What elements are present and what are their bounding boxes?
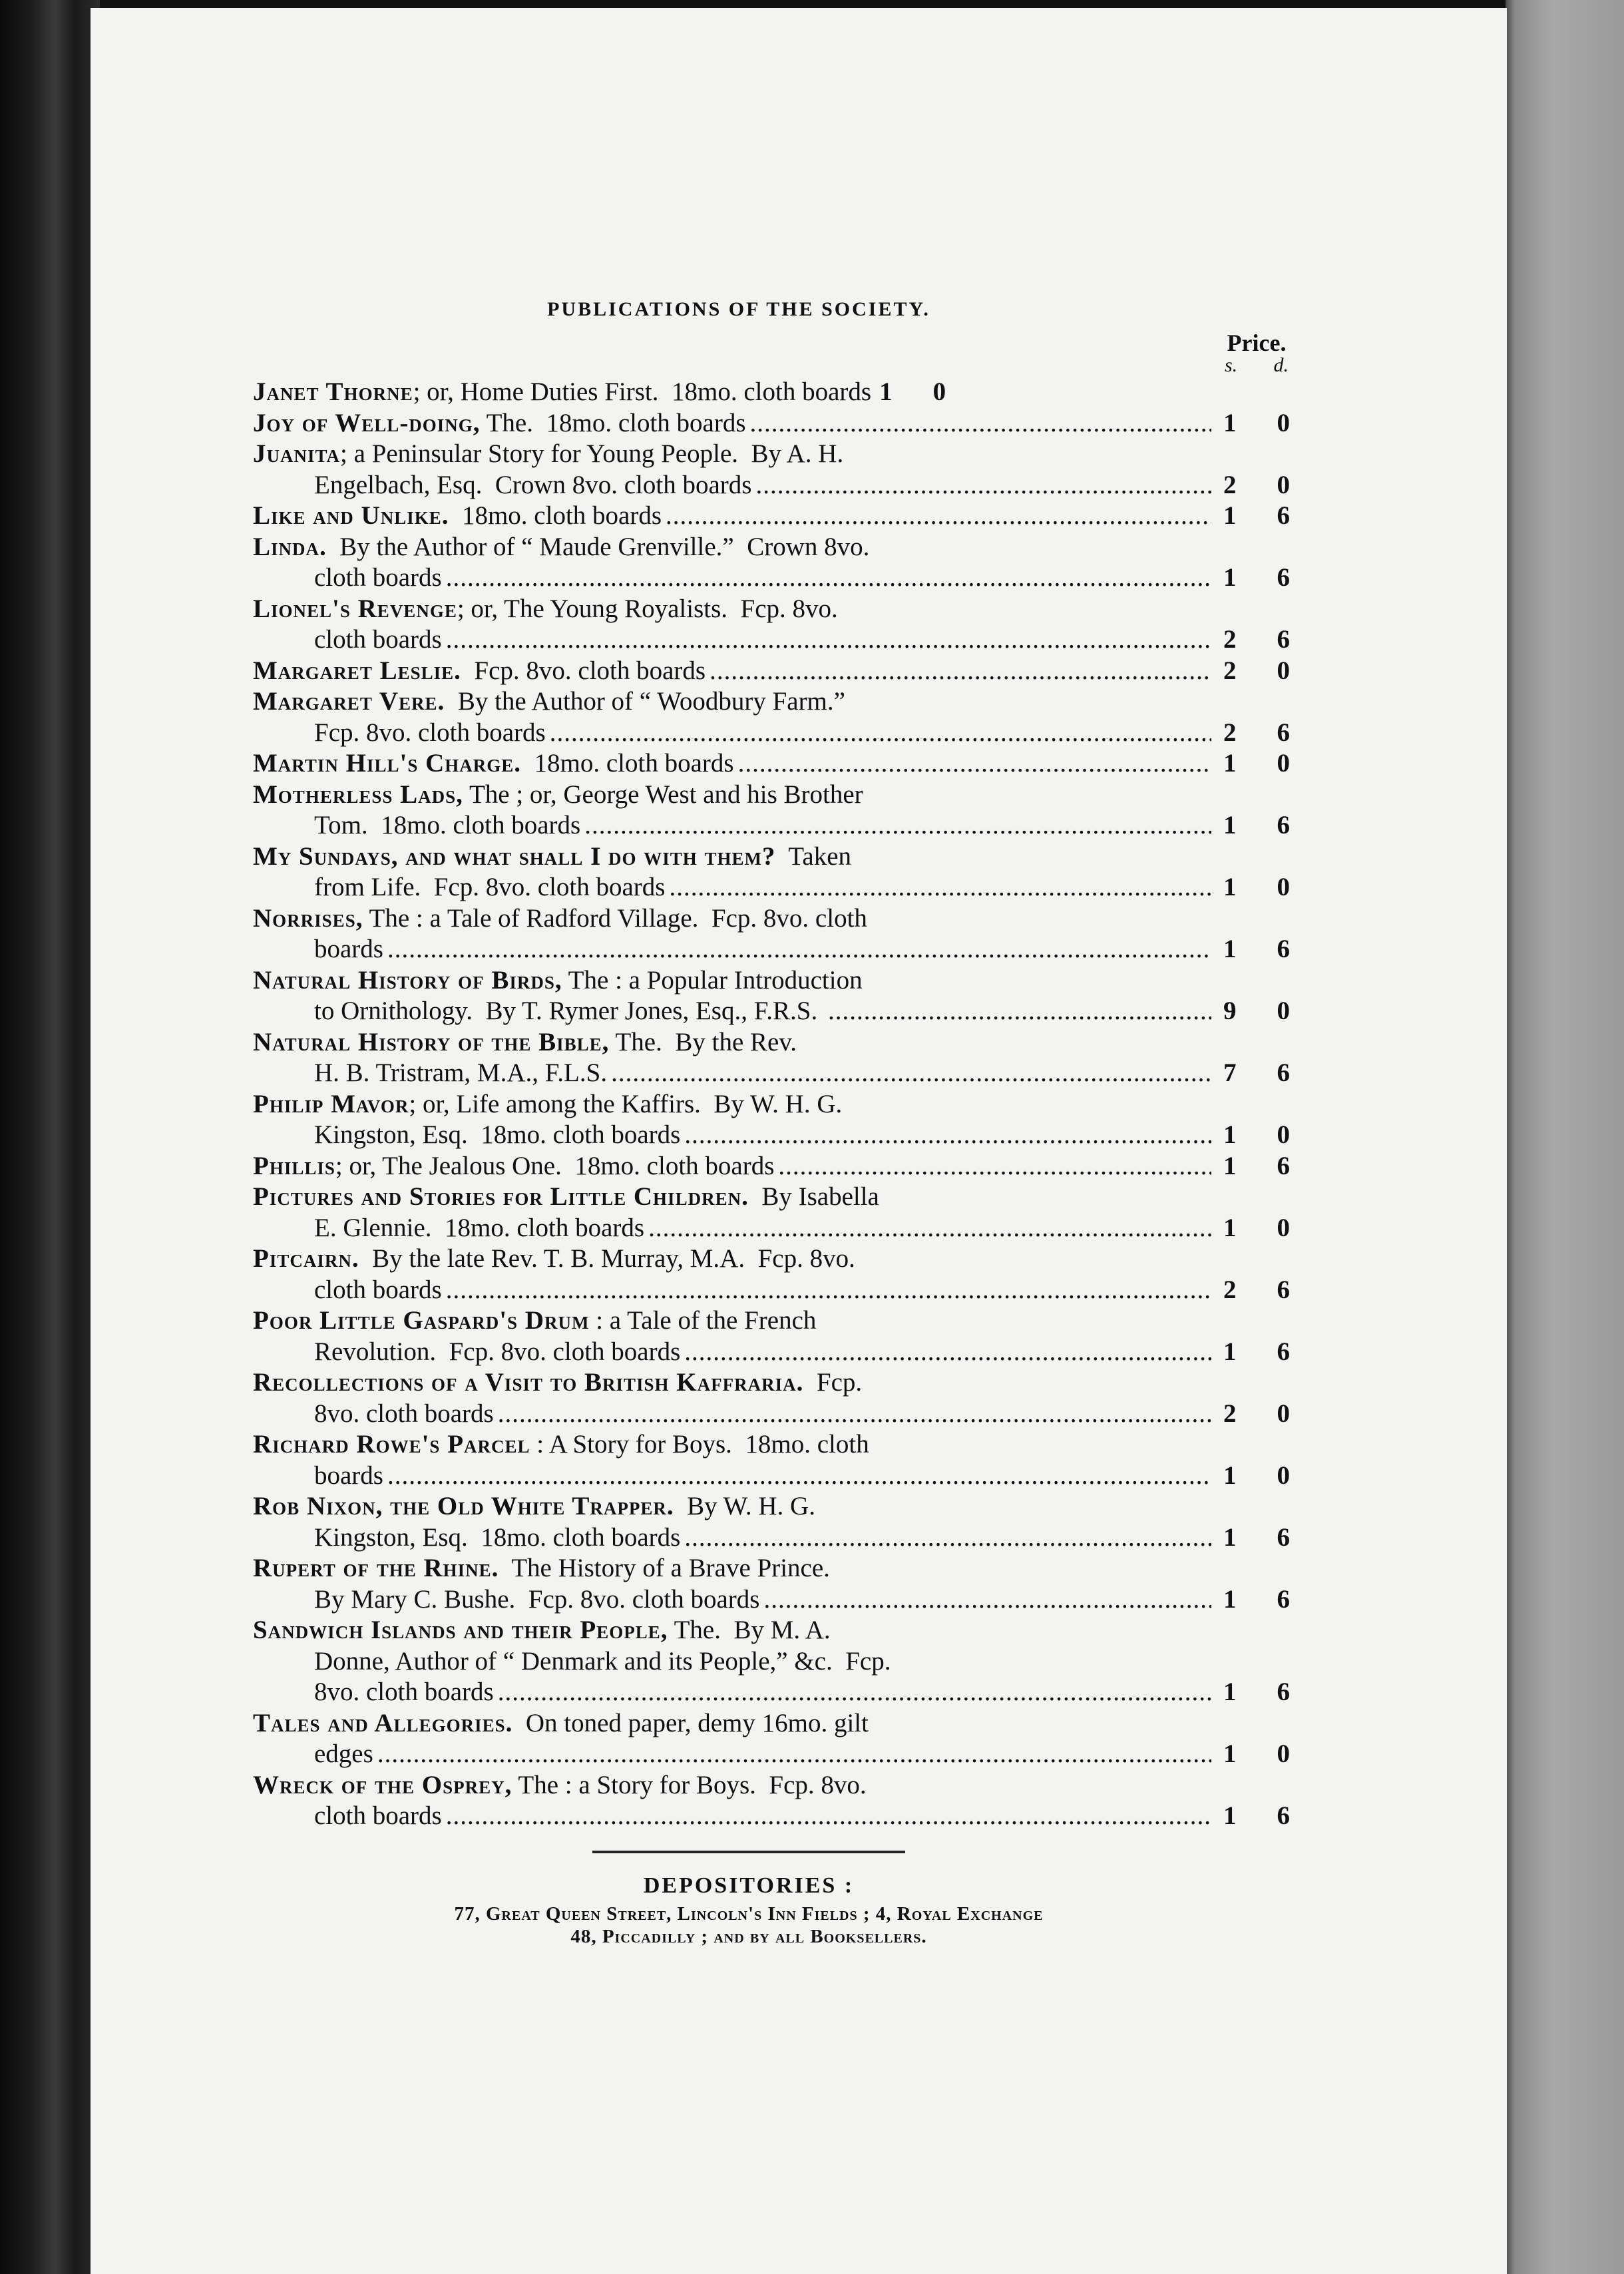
entry-line [253,996,1298,1027]
entry-line [253,1367,1298,1399]
entry-line [253,1027,1298,1058]
publication-description: cloth boards [314,1801,442,1830]
dot-leader [684,1522,1211,1554]
publication-description: H. B. Tristram, M.A., F.L.S. [314,1058,608,1087]
price-value [1215,996,1298,1027]
price-pence: 0 [1277,1461,1290,1490]
dot-leader [584,810,1211,841]
publication-description: On toned paper, demy 16mo. gilt [512,1708,869,1737]
publication-entry [253,1305,1298,1367]
price-value [1215,470,1298,501]
dot-leader [684,1120,1211,1151]
entry-line [253,1615,1298,1646]
publication-title: Like and Unlike. [253,501,449,530]
publication-description: boards [314,1461,383,1490]
price-shillings: 2 [1223,1399,1237,1428]
price-pence: 6 [1277,1337,1290,1366]
price-pence: 6 [1277,935,1290,963]
price-pence: 6 [1277,501,1290,530]
entry-line [253,872,1298,903]
price-pence: 6 [1277,811,1290,839]
price-pence: 6 [1277,1151,1290,1180]
price-pence: 0 [1277,470,1290,499]
catalogue-content [253,298,1298,1948]
entry-line [253,934,1298,965]
price-value [1215,501,1298,532]
publication-entry [253,1151,1298,1182]
publication-entry [253,1491,1298,1553]
entry-line [253,1429,1298,1461]
publication-entry [253,1027,1298,1089]
dot-leader [446,624,1211,656]
publication-description: Kingston, Esq. 18mo. cloth boards [314,1522,681,1552]
publication-description: edges [314,1739,373,1768]
price-value [1215,563,1298,594]
price-value [1215,624,1298,656]
price-shillings: 1 [1223,1120,1237,1149]
publication-description: cloth boards [314,563,442,592]
entry-line [253,841,1298,873]
dot-leader [446,1801,1211,1832]
price-value [1215,1058,1298,1089]
price-pence: 0 [1277,408,1290,437]
currency-subheader [253,354,1298,376]
dot-leader [377,1739,1211,1770]
price-shillings: 2 [1223,656,1237,685]
publication-title: Poor Little Gaspard's Drum [253,1306,590,1335]
entry-line [253,439,1298,470]
dot-leader [611,1058,1211,1089]
entry-line [253,1491,1298,1522]
publication-description: The : a Tale of Radford Village. Fcp. 8vo. cloth [363,903,867,933]
price-shillings: 2 [1223,718,1237,747]
entry-line [253,1244,1298,1275]
publication-entry [253,594,1298,656]
publication-entry [253,965,1298,1027]
publication-description: The. By the Rev. [609,1027,797,1056]
entry-line [253,594,1298,625]
publication-entry [253,780,1298,841]
publication-title: Rupert of the Rhine. [253,1554,499,1582]
dot-leader [648,1213,1211,1244]
price-shillings: 1 [1223,1678,1237,1706]
publication-entry [253,903,1298,965]
price-pence: 0 [1277,1739,1290,1768]
price-value [1215,810,1298,841]
publication-description: ; or, The Jealous One. 18mo. cloth boards [335,1151,775,1180]
publication-title: Joy of Well-doing, [253,408,481,437]
price-value [1215,748,1298,780]
publication-title: Tales and Allegories. [253,1708,513,1737]
entry-line [253,718,1298,749]
dot-leader [763,1584,1211,1616]
publication-entry [253,656,1298,687]
publication-entry [253,1244,1298,1305]
entry-line [253,748,1298,780]
price-shillings: 1 [1223,1151,1237,1180]
price-value [1215,1213,1298,1244]
entry-line [253,470,1298,501]
entry-line [253,965,1298,997]
dot-leader [669,872,1211,903]
publication-description: cloth boards [314,1275,442,1304]
entry-line [253,1522,1298,1554]
entry-line [253,1275,1298,1306]
publication-description: Kingston, Esq. 18mo. cloth boards [314,1120,681,1149]
entry-line [253,656,1298,687]
price-shillings: 1 [1223,1801,1237,1830]
publication-description: Fcp. 8vo. cloth boards [314,718,546,747]
publication-entry [253,1367,1298,1429]
publication-description: Fcp. 8vo. cloth boards [461,656,706,685]
price-shillings: 1 [1223,1337,1237,1366]
price-shillings: 1 [1223,811,1237,839]
price-pence: 0 [1277,997,1290,1025]
publication-description: The. By M. A. [668,1616,831,1644]
shillings-label: s. [1225,354,1238,376]
price-value [1215,1677,1298,1708]
binding-edge [0,0,100,2274]
dot-leader [738,748,1211,780]
entry-line [253,501,1298,532]
publication-description: from Life. Fcp. 8vo. cloth boards [314,873,666,901]
publication-description: to Ornithology. By T. Rymer Jones, Esq., F.R.S. [314,997,824,1025]
dot-leader [710,656,1211,687]
entry-line [253,1151,1298,1182]
dot-leader [387,934,1211,965]
publication-description: By the Author of “ Maude Grenville.” Crown 8vo. [326,532,870,561]
price-value [1215,872,1298,903]
publication-description: By Isabella [748,1182,879,1211]
price-shillings: 1 [879,377,893,406]
publication-title: Phillis [253,1151,335,1180]
publication-description: By the Author of “ Woodbury Farm.” [445,687,845,716]
publication-title: Pitcairn. [253,1244,359,1273]
publication-description: ; or, Home Duties First. 18mo. cloth boards [413,377,872,406]
publication-list [253,377,1298,1832]
dot-leader [684,1337,1211,1368]
price-pence: 0 [1277,873,1290,901]
price-value [1215,1522,1298,1554]
entry-line [253,1739,1298,1770]
publication-title: Richard Rowe's Parcel [253,1430,530,1459]
price-shillings: 2 [1223,470,1237,499]
price-pence: 6 [1277,1678,1290,1706]
publication-entry [253,439,1298,501]
price-value [1215,1337,1298,1368]
entry-line [253,532,1298,563]
price-value [1215,656,1298,687]
publication-title: Norrises, [253,903,363,933]
entry-line [253,1120,1298,1151]
price-value [1215,718,1298,749]
price-shillings: 1 [1223,749,1237,778]
publication-title: Pictures and Stories for Little Children. [253,1182,749,1211]
dot-leader [750,408,1211,439]
dot-leader [387,1461,1211,1492]
publication-description: The History of a Brave Prince. [499,1554,830,1582]
price-pence: 0 [932,377,946,406]
price-shillings: 2 [1223,625,1237,654]
price-shillings: 1 [1223,1584,1237,1614]
publication-entry [253,686,1298,748]
price-value [1215,1461,1298,1492]
entry-line [253,1337,1298,1368]
publication-description: The ; or, George West and his Brother [463,780,863,809]
entry-line [253,1708,1298,1739]
price-shillings: 1 [1223,1213,1237,1242]
price-pence: 6 [1277,718,1290,747]
publication-description: : A Story for Boys. 18mo. cloth [530,1430,869,1459]
entry-line [253,1305,1298,1337]
price-shillings: 1 [1223,873,1237,901]
publication-title: Janet Thorne [253,377,413,406]
publication-description: Revolution. Fcp. 8vo. cloth boards [314,1337,681,1366]
publication-entry [253,1089,1298,1151]
publication-description: Fcp. [803,1368,863,1397]
publication-description: The. 18mo. cloth boards [480,408,746,437]
depositories-title: DEPOSITORIES : [643,1873,855,1898]
publication-description: 8vo. cloth boards [314,1678,494,1706]
entry-line [253,1553,1298,1584]
publication-description: Engelbach, Esq. Crown 8vo. cloth boards [314,470,752,499]
publication-entry [253,501,1298,532]
publication-title: Rob Nixon, the Old White Trapper. [253,1492,674,1520]
page-heading: PUBLICATIONS OF THE SOCIETY. [547,298,930,320]
price-shillings: 2 [1223,1275,1237,1304]
price-shillings: 9 [1223,997,1237,1025]
publication-entry [253,408,1298,439]
pence-label: d. [1273,354,1289,376]
publication-description: By W. H. G. [674,1492,815,1520]
publication-title: Natural History of Birds, [253,965,562,995]
publication-title: Sandwich Islands and their People, [253,1616,668,1644]
price-pence: 0 [1277,1399,1290,1428]
price-shillings: 7 [1223,1058,1237,1087]
entry-line [253,1770,1298,1801]
price-shillings: 1 [1223,1461,1237,1490]
publication-entry [253,377,1298,408]
publication-description: The : a Story for Boys. Fcp. 8vo. [512,1770,867,1799]
entry-line [253,1584,1298,1616]
price-shillings: 1 [1223,935,1237,963]
entry-line [253,408,1298,439]
entry-line [253,377,1298,408]
publication-entry [253,841,1298,903]
entry-line [253,1646,1298,1678]
entry-line [253,903,1298,935]
depositories-address-line: 77, Great Queen Street, Lincoln's Inn Fields ; 4, Royal Exchange [454,1903,1044,1925]
price-shillings: 1 [1223,1522,1237,1552]
price-value [1215,1151,1298,1182]
price-shillings: 1 [1223,501,1237,530]
publication-title: Philip Mavor [253,1089,409,1118]
publication-description: boards [314,935,383,963]
price-shillings: 1 [1223,1739,1237,1768]
entry-line [253,1213,1298,1244]
price-pence: 6 [1277,563,1290,592]
publication-title: Recollections of a Visit to British Kaffraria. [253,1368,804,1397]
publication-entry [253,1708,1298,1770]
dot-leader [778,1151,1211,1182]
entry-line [253,624,1298,656]
dot-leader [666,501,1211,532]
entry-line [253,1182,1298,1213]
publication-title: Margaret Vere. [253,687,445,716]
dot-leader [828,996,1211,1027]
publication-description: cloth boards [314,625,442,654]
publication-description: By Mary C. Bushe. Fcp. 8vo. cloth boards [314,1584,760,1614]
publication-description: Taken [775,841,852,871]
publication-entry [253,1770,1298,1832]
price-pence: 6 [1277,1522,1290,1552]
entry-line [253,1801,1298,1832]
publication-description: ; a Peninsular Story for Young People. By A. H. [340,439,844,468]
entry-line [253,1089,1298,1120]
price-value [1215,408,1298,439]
divider-rule [592,1851,905,1853]
price-shillings: 1 [1223,408,1237,437]
price-pence: 6 [1277,625,1290,654]
publication-title: Natural History of the Bible, [253,1027,610,1056]
publication-description: ; or, Life among the Kaffirs. By W. H. G. [409,1089,843,1118]
publication-title: Motherless Lads, [253,780,463,809]
depositories-address-line: 48, Piccadilly ; and by all Booksellers. [570,1925,927,1947]
price-value [1215,1801,1298,1832]
entry-line [253,563,1298,594]
publication-description: E. Glennie. 18mo. cloth boards [314,1213,645,1242]
dot-leader [498,1399,1211,1430]
dot-leader [755,470,1211,501]
publication-title: My Sundays, and what shall I do with them? [253,841,776,871]
price-label: Price. [1227,330,1287,356]
publication-title: Lionel's Revenge [253,594,457,623]
publication-entry [253,748,1298,780]
entry-line [253,1677,1298,1708]
price-pence: 0 [1277,749,1290,778]
entry-line [253,1399,1298,1430]
publication-entry [253,532,1298,594]
price-pence: 6 [1277,1584,1290,1614]
price-value [1215,1739,1298,1770]
publication-description: 18mo. cloth boards [449,501,662,530]
price-pence: 0 [1277,1213,1290,1242]
publication-title: Wreck of the Osprey, [253,1770,512,1799]
publication-description: : a Tale of the French [589,1306,817,1335]
entry-line [253,1461,1298,1492]
price-pence: 6 [1277,1275,1290,1304]
price-value [871,377,954,408]
publication-title: Juanita [253,439,341,468]
entry-line [253,686,1298,718]
entry-line [253,810,1298,841]
price-value [1215,1275,1298,1306]
price-column-header [253,329,1298,357]
publication-description: 8vo. cloth boards [314,1399,494,1428]
publication-description: The : a Popular Introduction [562,965,863,995]
dot-leader [446,563,1211,594]
price-pence: 0 [1277,656,1290,685]
publication-title: Linda. [253,532,327,561]
publication-entry [253,1182,1298,1244]
publication-description: ; or, The Young Royalists. Fcp. 8vo. [457,594,838,623]
price-pence: 0 [1277,1120,1290,1149]
price-value [1215,1120,1298,1151]
publication-description: By the late Rev. T. B. Murray, M.A. Fcp. 8vo. [359,1244,855,1273]
dot-leader [498,1677,1211,1708]
price-value [1215,934,1298,965]
entry-line [253,780,1298,811]
price-shillings: 1 [1223,563,1237,592]
publication-entry [253,1429,1298,1491]
publication-description: 18mo. cloth boards [521,749,734,778]
dot-leader [446,1275,1211,1306]
price-pence: 6 [1277,1801,1290,1830]
publication-description: Tom. 18mo. cloth boards [314,811,581,839]
publication-entry [253,1615,1298,1708]
price-pence: 6 [1277,1058,1290,1087]
publication-description: Donne, Author of “ Denmark and its People,” &c. Fcp. [314,1646,891,1676]
right-scan-edge [1506,0,1624,2274]
price-value [1215,1584,1298,1616]
entry-line [253,1058,1298,1089]
publication-title: Martin Hill's Charge. [253,749,522,778]
dot-leader [550,718,1211,749]
price-value [1215,1399,1298,1430]
publication-title: Margaret Leslie. [253,656,461,685]
publication-entry [253,1553,1298,1615]
